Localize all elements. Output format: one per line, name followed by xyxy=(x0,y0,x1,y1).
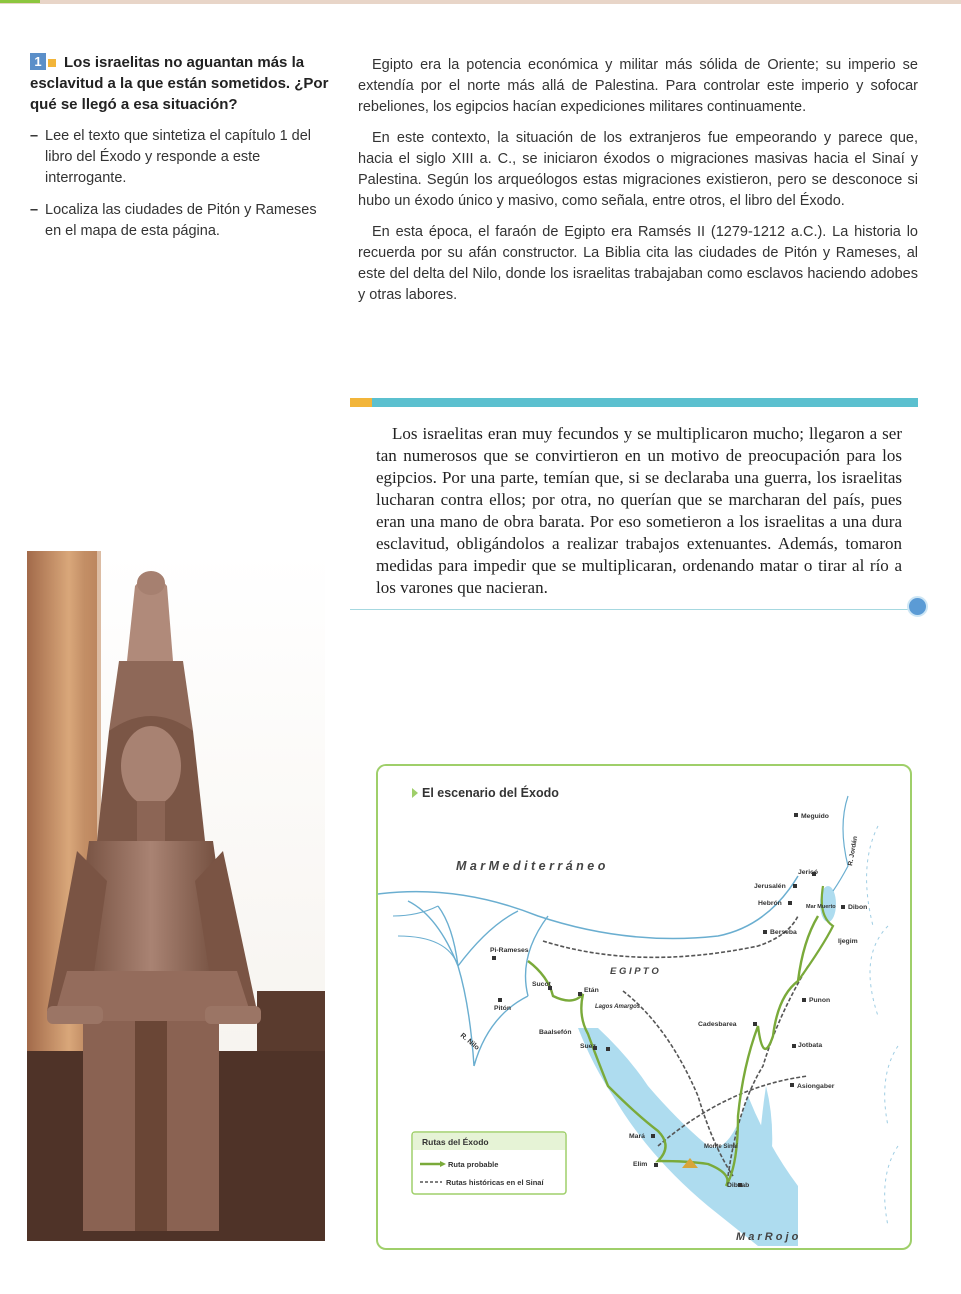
place-label: Ijegim xyxy=(838,938,858,945)
task-text: Lee el texto que sintetiza el capítulo 1 del libro del Éxodo y responde a este interrogante. xyxy=(45,128,312,186)
jordan-river xyxy=(833,796,848,891)
place-label: Punon xyxy=(809,997,831,1004)
intro-paragraph: Egipto era la potencia económica y militar más sólida de Oriente; su imperio se extendía por el norte más allá de Palestina. Para controlar este imperio y sofocar rebeliones, los egipcios hacían expediciones militares continuamente. xyxy=(358,57,918,115)
map-legend xyxy=(412,1132,566,1194)
river-label: R. Nilo xyxy=(458,1032,481,1052)
legend-probable: Ruta probable xyxy=(448,1160,499,1169)
sea-south-label: M a r R o j o xyxy=(736,1231,799,1243)
place-label: Jericó xyxy=(798,869,819,876)
activity-heading xyxy=(30,52,330,115)
task-item: – Lee el texto que sintetiza el capítulo 1 del libro del Éxodo y responde a este interrogante. xyxy=(30,128,312,186)
map-title: El escenario del Éxodo xyxy=(422,786,559,800)
activity-question: Los israelitas no aguantan más la esclavitud a la que están sometidos. ¿Por qué se llegó a esa situación? xyxy=(30,54,329,113)
place-label: Suez xyxy=(580,1043,596,1050)
intro-paragraph: En esta época, el faraón de Egipto era Ramsés II (1279-1212 a.C.). La historia lo recuerda por su afán constructor. La Biblia cita las ciudades de Pitón y Rameses, al este del delta del Nilo, donde los israelitas trabajaban como esclavos haciendo adobes y otras labores. xyxy=(358,224,918,303)
place-label: Jerusalén xyxy=(754,883,786,890)
place-label: Monte Sinaí xyxy=(704,1144,738,1150)
ramses-statue-photo xyxy=(27,551,325,1241)
quote-bottom-rule xyxy=(350,609,918,610)
legend-title: Rutas del Éxodo xyxy=(422,1137,489,1147)
place-label: Dibon xyxy=(848,904,868,911)
place-label: Jotbata xyxy=(798,1042,823,1049)
quote-dot-icon xyxy=(907,596,928,617)
task-text: Localiza las ciudades de Pitón y Rameses en el mapa de esta página. xyxy=(45,202,317,239)
place-label: Mar Muerto xyxy=(806,904,836,910)
place-label: Mará xyxy=(629,1133,645,1140)
place-label: Baalsefón xyxy=(539,1029,572,1036)
intro-paragraph: En este contexto, la situación de los extranjeros fue empeorando y parece que, hacia el siglo XIII a. C., se iniciaron éxodos o migraciones masivas hacia el Sinaí y Palestina. Según los arqueólogos estas migraciones existieron, pero se desconoce si hubo un éxodo único y masivo, como señala, entre otros, el libro del Éxodo. xyxy=(358,130,918,209)
place-label: Lagos Amargos xyxy=(595,1004,641,1010)
sea-north-label: M a r M e d i t e r r á n e o xyxy=(456,859,606,873)
nile-delta xyxy=(408,901,548,1066)
place-label: Elim xyxy=(633,1161,648,1168)
place-label: Berseba xyxy=(770,929,797,936)
legend-historic: Rutas históricas en el Sinaí xyxy=(446,1178,544,1187)
place-label: Cadesbarea xyxy=(698,1021,737,1028)
place-label: Dibzab xyxy=(727,1182,750,1189)
place-label: Etán xyxy=(584,987,599,994)
jordan-label: R. Jordán xyxy=(847,835,860,867)
quote-top-bar xyxy=(350,398,918,407)
quote-text: Los israelitas eran muy fecundos y se multiplicaron mucho; llegaron a ser tan numerosos que se convirtieron en un motivo de preocupación para los egipcios. Por una parte, temían que, si se declaraba una guerra, los israelitas lucharan contra ellos; por otra, no querían que se marcharan del país, pues eran una mano de obra barata. Por eso sometieron a los israelitas a una dura esclavitud, obligándolos a realizar trabajos extenuantes. Además, tomaron medidas para impedir que se multiplicaran, ordenando matar o tirar al río a los varones que nacieran. xyxy=(376,424,902,597)
quote-box xyxy=(350,398,918,614)
place-label: Hebrón xyxy=(758,900,782,907)
place-label: Sucot xyxy=(532,981,551,988)
place-label: Pi-Rameses xyxy=(490,947,529,954)
top-rule xyxy=(0,0,961,4)
place-label: Meguido xyxy=(801,813,829,820)
activity-square-icon xyxy=(48,59,56,67)
place-label: Asiongaber xyxy=(797,1083,835,1090)
place-label: Pitón xyxy=(494,1005,511,1012)
top-rule-accent xyxy=(0,0,40,3)
task-item: – Localiza las ciudades de Pitón y Rameses en el mapa de esta página. xyxy=(30,202,317,239)
intro-text xyxy=(358,55,918,316)
activity-number: 1 xyxy=(30,53,46,70)
region-label: E G I P T O xyxy=(610,966,659,977)
activity-block xyxy=(30,52,330,242)
exodus-map xyxy=(376,764,912,1250)
